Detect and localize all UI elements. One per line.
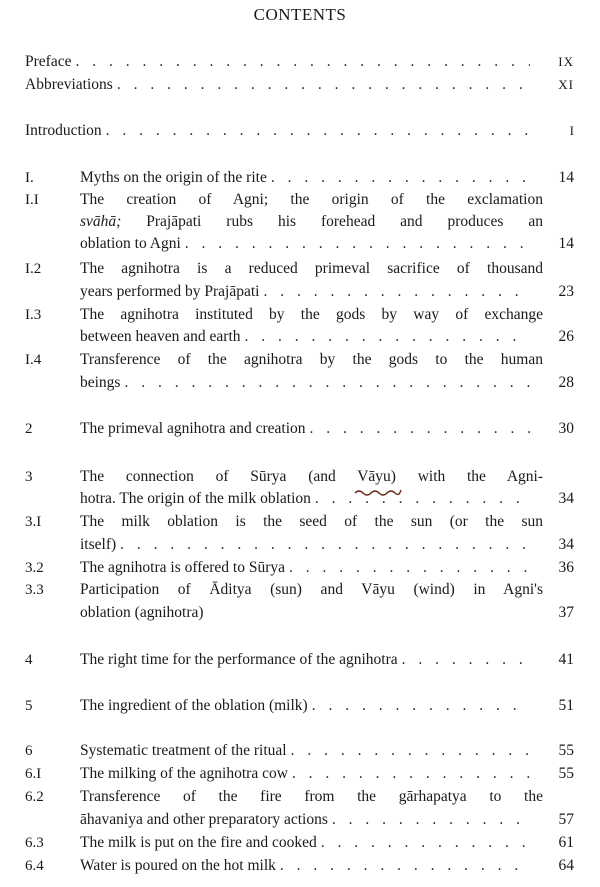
toc-entry-page: 41 [558, 651, 574, 668]
section-number: 3.2 [25, 560, 44, 576]
toc-entry-label: beings [80, 374, 121, 391]
toc-entry-label-line[interactable]: The agnihotra instituted by the gods by way of exchange [80, 306, 543, 323]
toc-entry-3[interactable] [80, 488, 530, 510]
dot-leader [120, 534, 530, 556]
dot-leader [292, 763, 530, 785]
toc-entry-label: oblation (agnihotra) [80, 604, 204, 621]
toc-entry-5[interactable] [80, 695, 530, 717]
toc-entry-page: 30 [558, 420, 574, 437]
toc-entry-page: 23 [558, 283, 574, 300]
dot-leader [245, 326, 530, 348]
toc-entry-3-3[interactable] [80, 602, 530, 624]
dot-leader [117, 74, 530, 96]
dot-leader [289, 557, 530, 579]
toc-entry-label-line[interactable]: The agnihotra is a reduced primeval sacrifice of thousand [80, 260, 543, 277]
toc-entry-label: Preface [25, 53, 72, 70]
toc-entry-3-1[interactable] [80, 534, 530, 556]
section-number: 3.3 [25, 582, 44, 598]
toc-entry-page: XI [558, 77, 574, 92]
toc-entry-label: The primeval agnihotra and creation [80, 420, 306, 437]
toc-entry-label: Myths on the origin of the rite [80, 169, 267, 186]
section-number: 6.I [25, 766, 42, 782]
dot-leader [291, 740, 530, 762]
section-number: 5 [25, 698, 33, 714]
toc-entry-abbreviations[interactable] [25, 74, 530, 96]
toc-entry-6-4[interactable] [80, 855, 530, 877]
toc-entry-label: between heaven and earth [80, 328, 241, 345]
section-number: 3.I [25, 514, 42, 530]
toc-entry-label-line[interactable]: Transference of the agnihotra by the gods to the human [80, 351, 543, 368]
section-number: 2 [25, 421, 33, 437]
toc-entry-label-line[interactable]: Transference of the fire from the gārhapatya to the [80, 788, 543, 805]
toc-entry-label: Abbreviations [25, 76, 113, 93]
dot-leader [332, 809, 530, 831]
section-number: I.2 [25, 261, 42, 277]
dot-leader [75, 51, 530, 73]
section-number: I.I [25, 192, 39, 208]
toc-entry-1-4[interactable] [80, 372, 530, 394]
toc-entry-label-line[interactable]: The connection of Sūrya (and Vāyu) with the Agni- [80, 468, 543, 485]
dot-leader [321, 832, 530, 854]
toc-entry-label: The milk is put on the fire and cooked [80, 834, 317, 851]
toc-entry-label: Introduction [25, 122, 102, 139]
toc-entry-page: 51 [558, 697, 574, 714]
dot-leader [271, 167, 530, 189]
dot-leader [310, 418, 530, 440]
toc-entry-page: 55 [558, 742, 574, 759]
toc-entry-label: oblation to Agni [80, 235, 181, 252]
dot-leader [315, 488, 530, 510]
toc-entry-preface[interactable] [25, 51, 530, 73]
toc-entry-page: 57 [558, 811, 574, 828]
toc-entry-3-2[interactable] [80, 557, 530, 579]
toc-entry-page: IX [558, 54, 574, 69]
toc-entry-6-2[interactable] [80, 809, 530, 831]
toc-entry-2[interactable] [80, 418, 530, 440]
toc-entry-6[interactable] [80, 740, 530, 762]
section-number: 4 [25, 652, 33, 668]
dot-leader [312, 695, 530, 717]
toc-entry-label: itself) [80, 536, 117, 553]
section-number: I.3 [25, 307, 42, 323]
section-number: 6 [25, 743, 33, 759]
toc-entry-label: years performed by Prajāpati [80, 283, 260, 300]
toc-entry-label: āhavaniya and other preparatory actions [80, 811, 328, 828]
toc-entry-label: The right time for the performance of the agnihotra [80, 651, 398, 668]
toc-entry-label: Systematic treatment of the ritual [80, 742, 287, 759]
toc-entry-label: The agnihotra is offered to Sūrya [80, 559, 286, 576]
toc-entry-page: 28 [558, 374, 574, 391]
toc-entry-page: 64 [558, 857, 574, 874]
dot-leader [106, 120, 530, 142]
toc-entry-label: hotra. The origin of the milk oblation [80, 490, 311, 507]
toc-entry-page: I [569, 123, 574, 138]
toc-entry-page: 34 [558, 490, 574, 507]
section-number: 3 [25, 469, 33, 485]
toc-entry-page: 34 [558, 536, 574, 553]
dot-leader [280, 855, 530, 877]
section-number: 6.4 [25, 858, 44, 874]
toc-entry-page: 61 [558, 834, 574, 851]
section-number: I.4 [25, 352, 42, 368]
toc-entry-introduction[interactable] [25, 120, 530, 142]
toc-entry-1[interactable] [80, 167, 530, 189]
toc-entry-label-line[interactable]: The milk oblation is the seed of the sun (or the sun [80, 513, 543, 530]
toc-entry-1-2[interactable] [80, 281, 530, 303]
toc-entry-page: 37 [558, 604, 574, 621]
section-number: 6.2 [25, 789, 44, 805]
toc-entry-6-1[interactable] [80, 763, 530, 785]
page-title: CONTENTS [253, 5, 347, 24]
toc-entry-1-3[interactable] [80, 326, 530, 348]
toc-entry-page: 55 [558, 765, 574, 782]
toc-entry-label-line[interactable]: svāhā; Prajāpati rubs his forehead and produces an [80, 213, 543, 230]
toc-entry-6-3[interactable] [80, 832, 530, 854]
toc-entry-label: The milking of the agnihotra cow [80, 765, 288, 782]
section-number: I. [25, 170, 34, 186]
dot-leader [185, 233, 530, 255]
toc-entry-label: Water is poured on the hot milk [80, 857, 276, 874]
toc-entry-page: 14 [558, 169, 574, 186]
toc-entry-label-line[interactable]: Participation of Āditya (sun) and Vāyu (wind) in Agni's [80, 581, 543, 598]
toc-entry-page: 36 [558, 559, 574, 576]
section-number: 6.3 [25, 835, 44, 851]
toc-entry-label: The ingredient of the oblation (milk) [80, 697, 308, 714]
toc-entry-4[interactable] [80, 649, 530, 671]
toc-entry-1-1[interactable] [80, 233, 530, 255]
toc-entry-label-line[interactable]: The creation of Agni; the origin of the exclamation [80, 191, 543, 208]
dot-leader [402, 649, 530, 671]
dot-leader [263, 281, 530, 303]
dot-leader [124, 372, 530, 394]
toc-entry-page: 26 [558, 328, 574, 345]
toc-entry-page: 14 [558, 235, 574, 252]
